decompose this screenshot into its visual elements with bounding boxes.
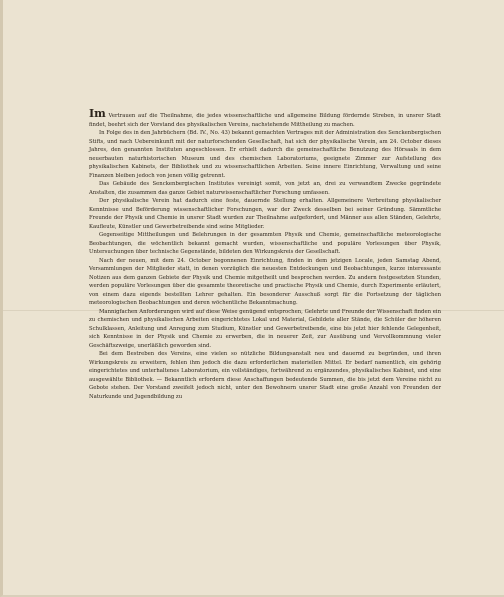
paragraph-appeal: Bei dem Bestreben des Vereins, eine vielen so nützliche Bildungsanstalt neu und dauernd zu begründen, und ihren Wirkungskreis zu erweitern, fehlen ihm jedoch die dazu erforderlichen materiellen Mittel. Er bedarf namentlich, ein gehörig eingerichtetes und unterhaltenes Laboratorium, ein vollständiges, fortwährend zu ergänzendes, physikalisches Kabinet, und eine ausgewählte Bibliothek. — Bekanntlich erfordern diese Anschaffungen bedeutende Summen, die bis jetzt dem Vereine nicht zu Gebote stehen. Der Vorstand zweifelt jedoch nicht, unter den Bewohnern unsrer Stadt eine große Anzahl von Freunden der Naturkunde und Jugendbildung zu (89, 351, 441, 400)
paragraph-activities: Gegenseitige Mittheilungen und Belehrungen in der gesammten Physik und Chemie, gemeinschaftliche meteorologische Beobachtungen, die wöchentlich bekannt gemacht wurden, wissenschaftliche und populäre Vorlesungen über Physik, Untersuchungen über technische Gegenstände, bildeten den Wirkungskreis der Gesellschaft. (89, 232, 441, 255)
paragraph-building: Das Gebäude des Senckenbergischen Institutes vereinigt somit, von jetzt an, drei zu verwandtem Zwecke gegründete Anstalten, die zusammen das ganze Gebiet naturwissenschaftlicher Forschung umfassen. (89, 181, 441, 196)
drop-cap: Im (89, 107, 106, 120)
paragraph-meetings: Nach der neuen, mit dem 24. October begonnenen Einrichtung, finden in dem jetzigen Locale, jeden Samstag Abend, Versammlungen der Mitglieder statt, in denen vorzüglich die neuesten Entdeckungen und Beobachtungen, kurze interessante Notizen aus dem ganzen Gebiete der Physik und Chemie mitgetheilt und besprochen werden. Zu andern festgesetzten Stunden, werden populäre Vorlesungen über die gesammte theoretische und practische Physik und Chemie, durch Experimente erläutert, von einem dazu eigends bestellten Lehrer gehalten. Ein besonderer Ausschuß sorgt für die Fortsetzung der täglichen meteorologischen Beobachtungen und deren wöchentliche Bekanntmachung. (89, 257, 441, 306)
paragraph-purpose: Der physikalische Verein hat dadurch eine feste, dauernde Stellung erhalten. Allgemeinere Verbreitung physikalischer Kenntnisse und Beförderung wissenschaftlicher Forschungen, war der Zweck desselben bei seiner Gründung. Sämmtliche Freunde der Physik und Chemie in unsrer Stadt wurden zur Theilnahme aufgefordert, und Männer aus allen Ständen, Gelehrte, Kaufleute, Künstler und Gewerbetreibende sind seine Mitglieder. (89, 198, 441, 230)
document-body (89, 107, 441, 401)
paragraph-text: Vertrauen auf die Theilnahme, die jedes wissenschaftliche und allgemeine Bildung fördernde Streben, in unsrer Stadt findet, beehrt sich der Vorstand des physikalischen Vereins, nachstehende Mittheilung zu machen. (89, 113, 441, 128)
paragraph-intro (89, 107, 441, 129)
paragraph-agreement: In Folge des in den Jahrbüchern (Bd. IV., No. 43) bekannt gemachten Vertrages mit der Administration des Senckenbergischen Stifts, und nach Uebereinkunft mit der naturforschenden Gesellschaft, hat sich der physikalische Verein, am 24. October dieses Jahres, den genannten Instituten angeschlossen. Er erhielt dadurch die gemeinschaftliche Benutzung des Hörsaals in dem neuerbauten naturhistorischen Museum und des chemischen Laboratoriums, geeignete Zimmer zur Aufstellung des physikalischen Kabinets, der Bibliothek und zu wissenschaftlichen Arbeiten. Seine innere Einrichtung, Verwaltung und seine Finanzen bleiben jedoch von jenen völlig getrennt. (89, 130, 441, 179)
paragraph-benefits: Mannigfachen Anforderungen wird auf diese Weise genügend entsprochen, Gelehrte und Freunde der Wissenschaft finden ein zu chemischen und physikalischen Arbeiten eingerichtetes Lokal und Material, Gebildete aller Stände, die Schüler der höheren Schulklassen, Anleitung und Anregung zum Studium, Künstler und Gewerbetreibende, eine bis jetzt hier fehlende Gelegenheit, sich Kenntnisse in der Physik und Chemie zu erwerben, die in neuerer Zeit, zur Ausübung und Vervollkommnung vieler Geschäftszweige, unerläßlich geworden sind. (89, 308, 441, 349)
